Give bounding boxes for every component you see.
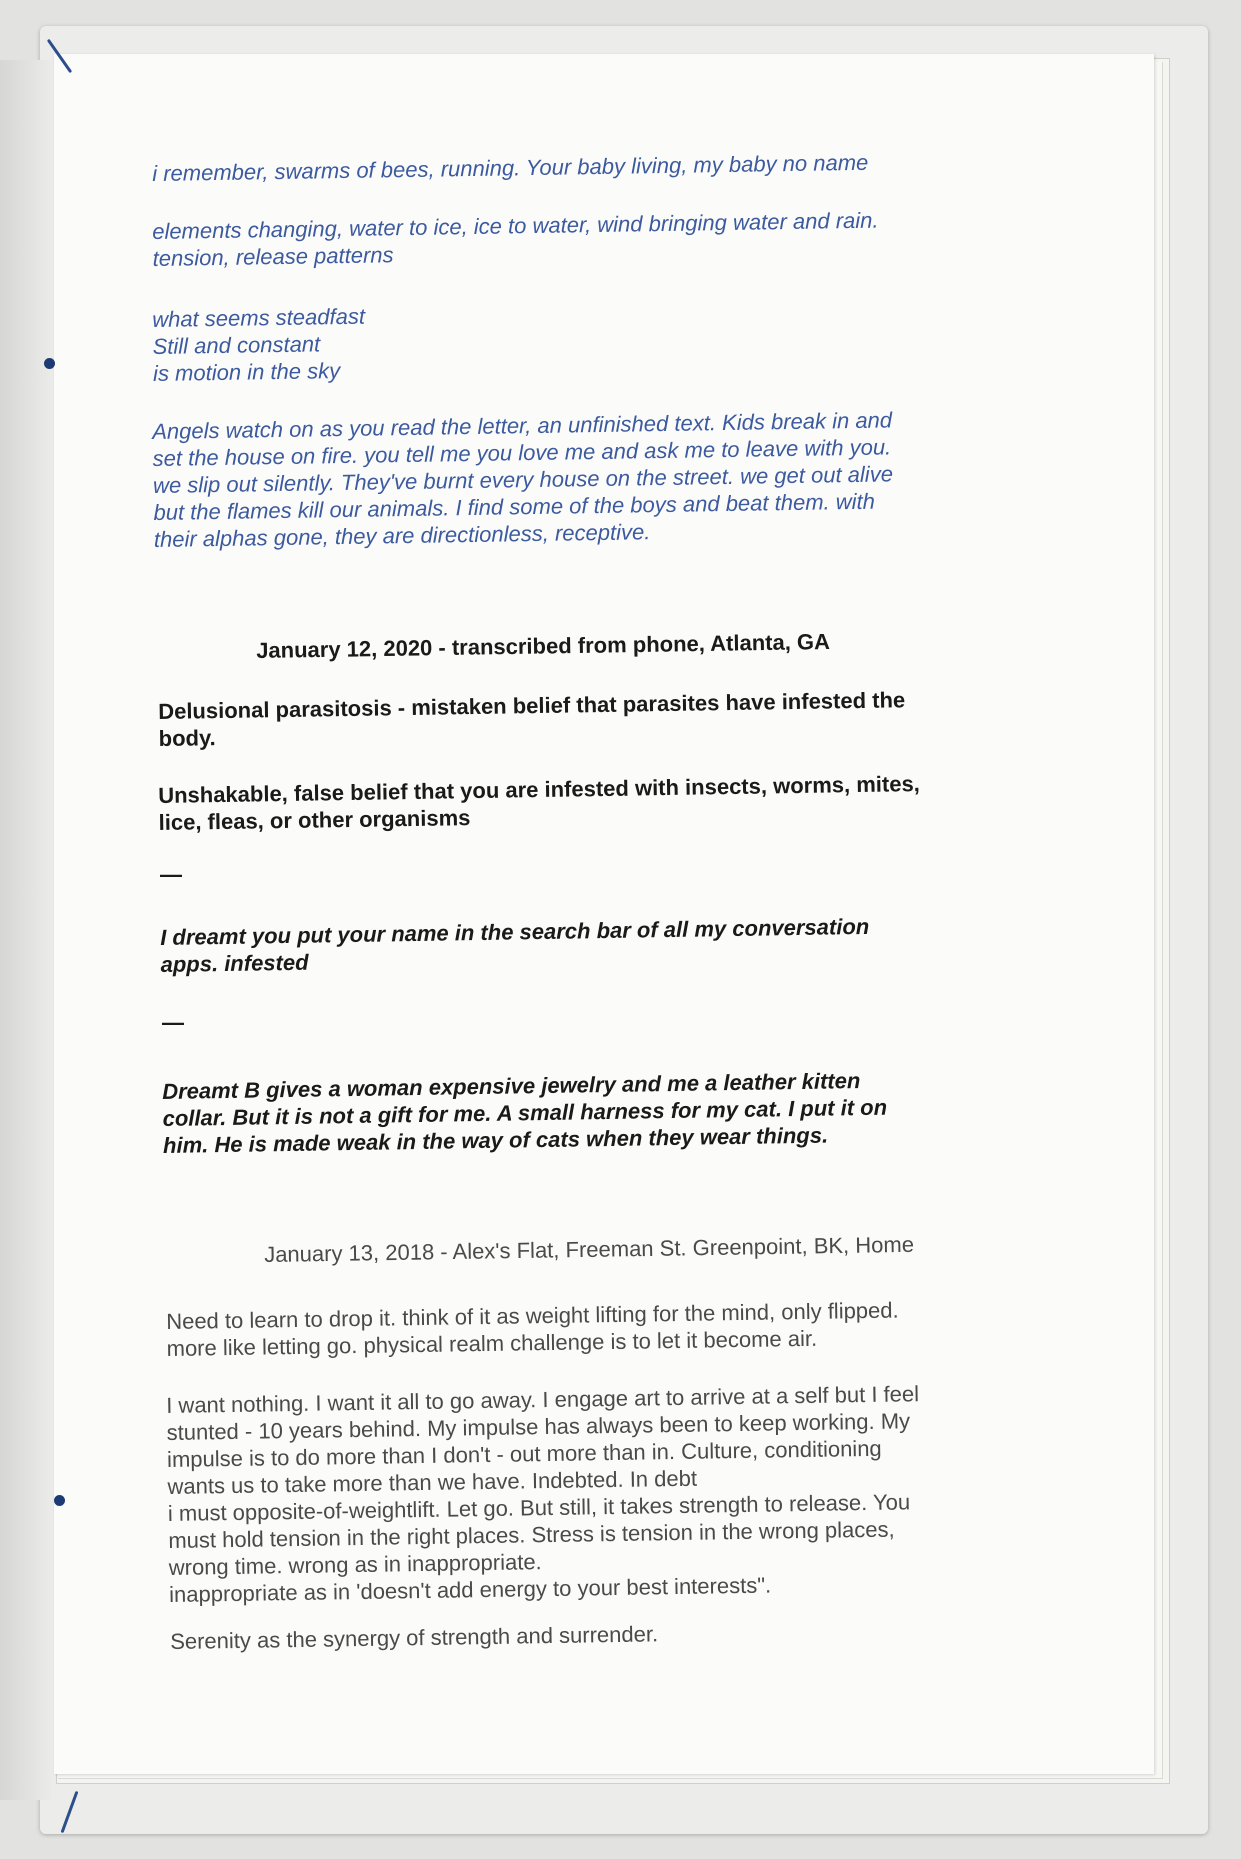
poem-steadfast: what seems steadfast Still and constant is motion in the sky [152,303,366,386]
entry-heading-2020: January 12, 2020 - transcribed from phone, Atlanta, GA [256,628,831,663]
booklet-fold [0,60,52,1800]
entry-unshakable-belief: Unshakable, false belief that you are infested with insects, worms, mites, lice, fleas, or other organisms [158,771,921,835]
poem-angels: Angels watch on as you read the letter, an unfinished text. Kids break in and set the house on fire. you tell me you love me and ask me to leave with you. we slip out silently. They've burnt every house on the street. we get out alive but the flames kill our animals. I find some of the boys and beat them. with their alphas gone, they are directionless, receptive. [152,407,894,552]
entry-delusional-parasitosis: Delusional parasitosis - mistaken belief that parasites have infested the body. [158,687,906,751]
poem-elements: elements changing, water to ice, ice to water, wind bringing water and rain. tension, release patterns [152,207,879,271]
binding-hole-lower [54,1495,65,1506]
poem-line-bees: i remember, swarms of bees, running. Your baby living, my baby no name [152,149,869,186]
entry-heading-2018: January 13, 2018 - Alex's Flat, Freeman St. Greenpoint, BK, Home [264,1231,915,1267]
entry-dream-kitten-collar: Dreamt B gives a woman expensive jewelry and me a leather kitten collar. But it is not a gift for me. A small harness for my cat. I put it on him. He is made weak in the way of cats when they wear things. [162,1068,888,1158]
entry-want-nothing: I want nothing. I want it all to go away. I engage art to arrive at a self but I feel stunted - 10 years behind. My impulse has always been to keep working. My impulse is to do more than I don't - out more than in. Culture, conditioning wants us to take more than we have. Indebted. In debt i must opposite-of-weightlift. Let go. But still, it takes strength to release. You must hold tension in the right places. Stress is tension in the wrong places, wrong time. wrong as in inappropriate. inappropriate as in 'doesn't add energy to your best interests". [166,1381,920,1607]
entry-drop-it: Need to learn to drop it. think of it as weight lifting for the mind, only flipped. more like letting go. physical realm challenge is to let it become air. [166,1297,899,1361]
separator-dash-2: — [162,1010,184,1035]
binding-hole-upper [44,358,55,369]
entry-serenity: Serenity as the synergy of strength and surrender. [170,1621,659,1654]
separator-dash-1: — [160,862,182,887]
entry-dream-search-bar: I dreamt you put your name in the search bar of all my conversation apps. infested [160,913,870,977]
